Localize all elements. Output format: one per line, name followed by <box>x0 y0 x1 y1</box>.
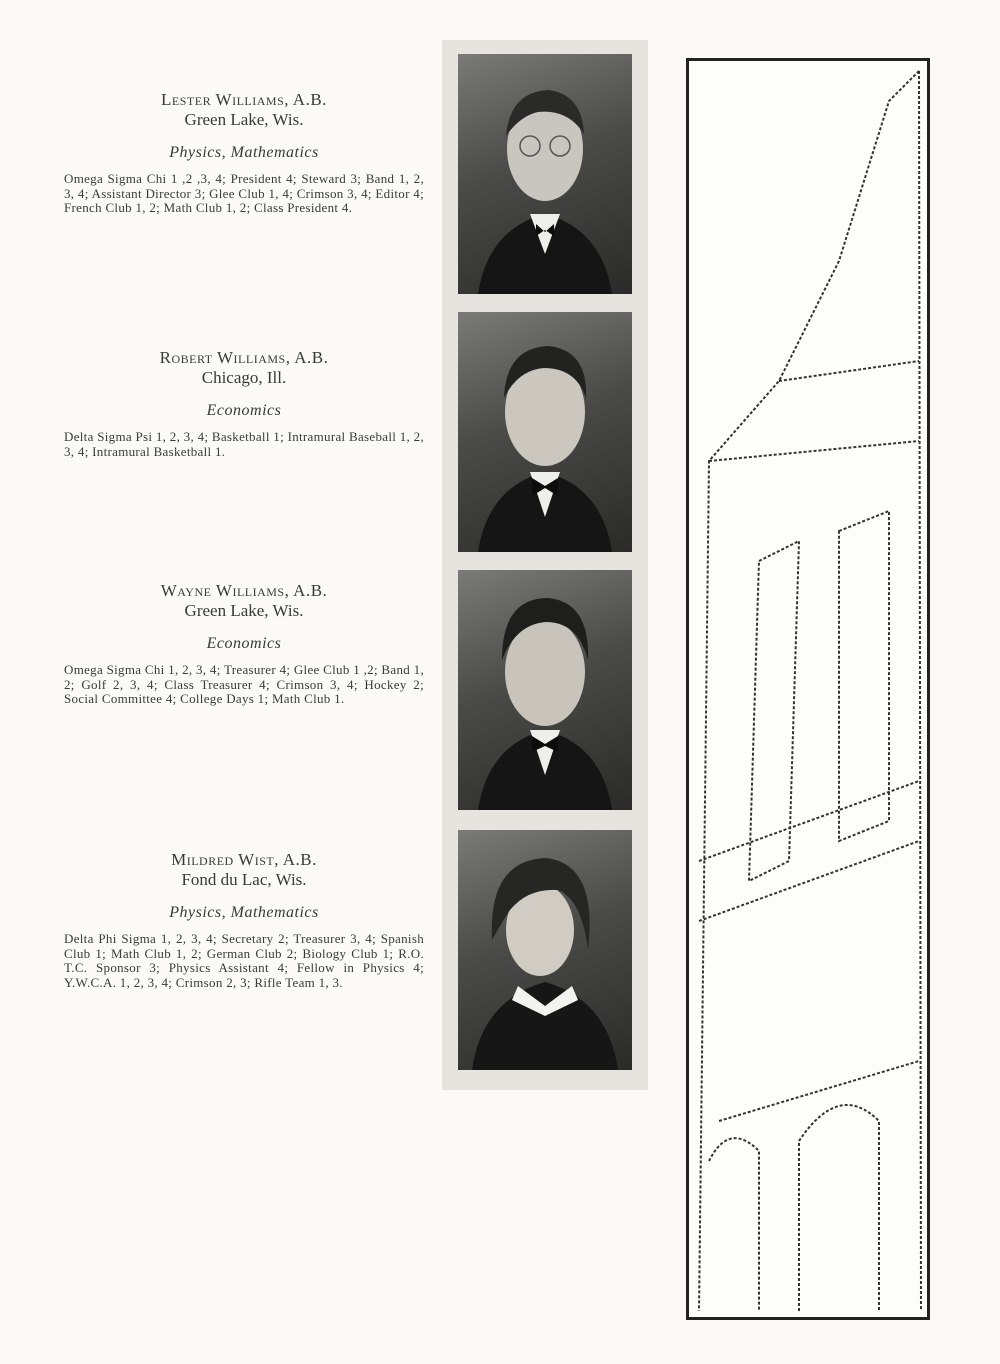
portrait-strip <box>442 40 648 1090</box>
student-activities: Omega Sigma Chi 1, 2, 3, 4; Treasurer 4; Glee Club 1 ,2; Band 1, 2; Golf 2, 3, 4; Class Treasurer 4; Crimson 3, 4; Hockey 2; Social Committee 4; College Days 1; Math Club 1. <box>64 662 424 706</box>
student-name: Mildred Wist, A.B. <box>171 850 317 869</box>
student-activities: Omega Sigma Chi 1 ,2 ,3, 4; President 4; Steward 3; Band 1, 2, 3, 4; Assistant Director 3; Glee Club 1, 4; Crimson 3, 4; Editor 4; French Club 1, 2; Math Club 1, 2; Class President 4. <box>64 171 424 215</box>
portrait-photo-wayne-williams <box>458 570 632 810</box>
tower-sketch-drawing <box>689 61 927 1317</box>
entry-lester-williams <box>64 90 424 216</box>
student-major: Economics <box>206 402 282 419</box>
student-name: Wayne Williams, A.B. <box>160 581 328 600</box>
entry-mildred-wist <box>64 850 424 990</box>
portrait-photo-lester-williams <box>458 54 632 294</box>
student-activities: Delta Sigma Psi 1, 2, 3, 4; Basketball 1; Intramural Baseball 1, 2, 3, 4; Intramural Basketball 1. <box>64 429 424 459</box>
student-name: Lester Williams, A.B. <box>161 90 327 109</box>
student-hometown: Chicago, Ill. <box>201 368 287 387</box>
student-hometown: Green Lake, Wis. <box>184 601 304 620</box>
student-name: Robert Williams, A.B. <box>159 348 329 367</box>
student-major: Physics, Mathematics <box>169 904 319 921</box>
student-major: Physics, Mathematics <box>169 144 319 161</box>
student-hometown: Green Lake, Wis. <box>184 110 304 129</box>
portrait-photo-mildred-wist <box>458 830 632 1070</box>
student-hometown: Fond du Lac, Wis. <box>181 870 307 889</box>
portrait-photo-robert-williams <box>458 312 632 552</box>
student-activities: Delta Phi Sigma 1, 2, 3, 4; Secretary 2; Treasurer 3, 4; Spanish Club 1; Math Club 1, 2; German Club 2; Biology Club 1; R.O. T.C. Sponsor 3; Physics Assistant 4; Fellow in Physics 4; Y.W.C.A. 1, 2, 3, 4; Crimson 2, 3; Rifle Team 1, 3. <box>64 931 424 990</box>
entry-wayne-williams <box>64 581 424 707</box>
student-major: Economics <box>206 635 282 652</box>
tower-sketch-illustration <box>686 58 930 1320</box>
entry-robert-williams <box>64 348 424 459</box>
